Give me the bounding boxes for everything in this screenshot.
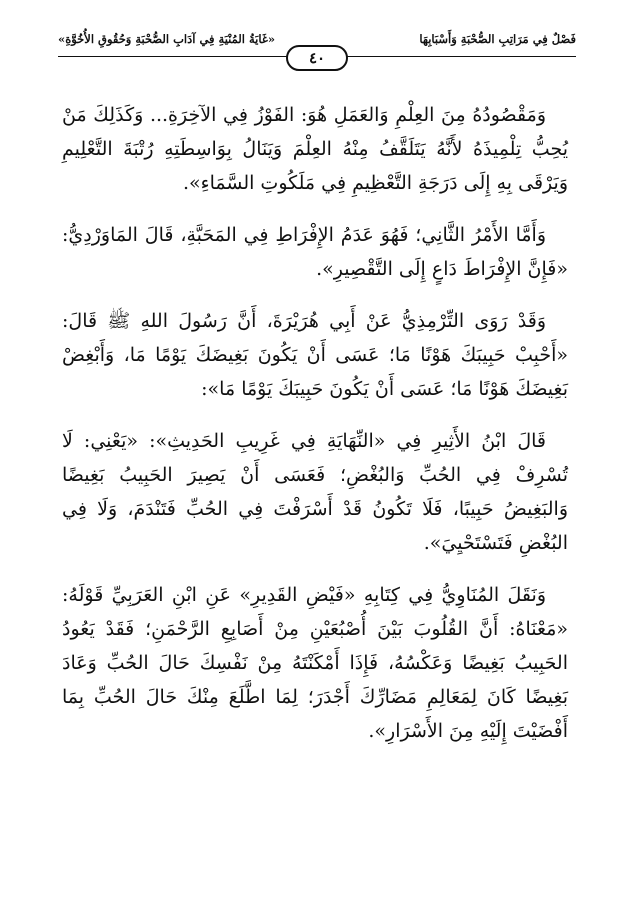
chapter-title: فَصْلٌ فِي مَرَاتِبِ الصُّحْبَةِ وَأَسْبَابِهَا xyxy=(419,32,576,46)
running-header xyxy=(58,30,576,68)
book-title: «غَايَةُ المُنْيَةِ فِي آدَابِ الصُّحْبَةِ وَحُقُوقِ الأُخُوَّةِ» xyxy=(58,32,276,46)
paragraph-1: وَمَقْصُودُهُ مِنَ العِلْمِ وَالعَمَلِ هُوَ: الفَوْزُ فِي الآخِرَةِ... وَكَذَلِكَ مَنْ يُحِبُّ تِلْمِيذَهُ لأَنَّهُ يَتَلَقَّفُ مِنْهُ العِلْمَ وَيَنَالُ بِوَاسِطَتِهِ رُتْبَةَ التَّعْلِيمِ وَيَرْقَى بِهِ إِلَى دَرَجَةِ التَّعْظِيمِ فِي مَلَكُوتِ السَّمَاءِ». xyxy=(62,104,568,194)
body-text xyxy=(62,98,568,766)
page-number: ٤٠ xyxy=(286,45,348,71)
paragraph-5: وَنَقَلَ المُنَاوِيُّ فِي كِتَابِهِ «فَيْضِ القَدِيرِ» عَنِ ابْنِ العَرَبِيِّ قَوْلَهُ: «مَعْنَاهُ: أَنَّ القُلُوبَ بَيْنَ أُصْبُعَيْنِ مِنْ أَصَابِعِ الرَّحْمَنِ؛ فَقَدْ يَعُودُ الحَبِيبُ بَغِيضًا وَعَكْسُهُ، فَإِذَا أَمْكَنْتَهُ مِنْ نَفْسِكَ حَالَ الحُبِّ وَعَادَ بَغِيضًا كَانَ لِمَعَالِمِ مَضَارِّكَ أَجْدَرَ؛ لِمَا اطَّلَعَ مِنْكَ حَالَ الحُبِّ بِمَا أَفْضَيْتَ إِلَيْهِ مِنَ الأَسْرَارِ». xyxy=(62,584,568,742)
paragraph-4: قَالَ ابْنُ الأَثِيرِ فِي «النِّهَايَةِ فِي غَرِيبِ الحَدِيثِ»: «يَعْنِي: لَا تُسْرِفْ فِي الحُبِّ وَالبُغْضِ؛ فَعَسَى أَنْ يَصِيرَ الحَبِيبُ بَغِيضًا وَالبَغِيضُ حَبِيبًا، فَلَا تَكُونُ قَدْ أَسْرَفْتَ فِي الحُبِّ فَتَنْدَمَ، وَلَا فِي البُغْضِ فَتَسْتَحْيِيَ». xyxy=(62,430,568,554)
paragraph-2: وَأَمَّا الأَمْرُ الثَّانِي؛ فَهُوَ عَدَمُ الإِفْرَاطِ فِي المَحَبَّةِ، قَالَ المَاوَرْدِيُّ: «فَإِنَّ الإِفْرَاطَ دَاعٍ إِلَى التَّقْصِيرِ». xyxy=(62,224,568,280)
paragraph-3: وَقَدْ رَوَى التِّرْمِذِيُّ عَنْ أَبِي هُرَيْرَةَ، أَنَّ رَسُولَ اللهِ ﷺ قَالَ: «أَحْبِبْ حَبِيبَكَ هَوْنًا مَا؛ عَسَى أَنْ يَكُونَ بَغِيضَكَ يَوْمًا مَا، وَأَبْغِضْ بَغِيضَكَ هَوْنًا مَا؛ عَسَى أَنْ يَكُونَ حَبِيبَكَ يَوْمًا مَا»: xyxy=(62,310,568,400)
